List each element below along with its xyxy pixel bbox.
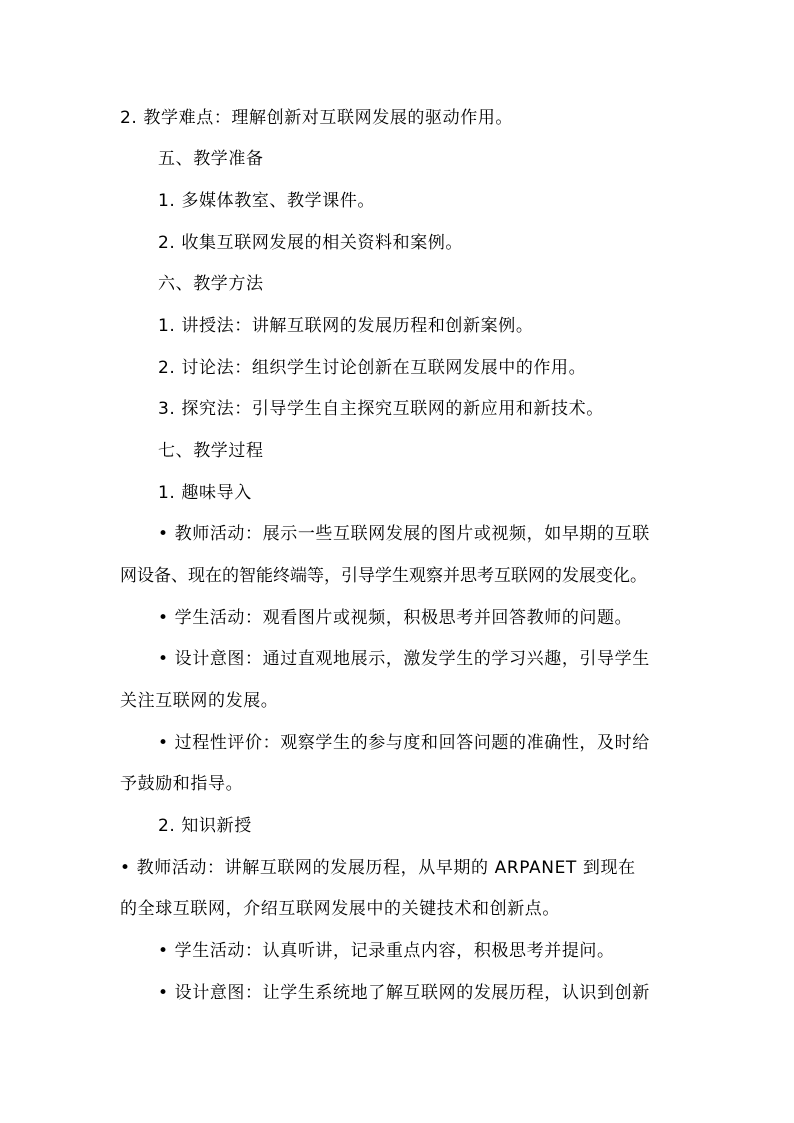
method-item-3: 3. 探究法：引导学生自主探究互联网的新应用和新技术。 — [158, 399, 604, 419]
bullet-student-activity-2: • 学生活动：认真听讲，记录重点内容，积极思考并提问。 — [158, 941, 615, 961]
bullet-design-intent-1: • 设计意图：通过直观地展示，激发学生的学习兴趣，引导学生 — [158, 649, 650, 669]
bullet-process-evaluation-cont: 予鼓励和指导。 — [120, 774, 244, 794]
section-heading-process: 七、教学过程 — [158, 441, 264, 461]
section-heading-preparation: 五、教学准备 — [158, 149, 264, 169]
bullet-design-intent-1-cont: 关注互联网的发展。 — [120, 691, 279, 711]
preparation-item-1: 1. 多媒体教室、教学课件。 — [158, 191, 376, 211]
section-heading-methods: 六、教学方法 — [158, 274, 264, 294]
method-item-1: 1. 讲授法：讲解互联网的发展历程和创新案例。 — [158, 316, 534, 336]
bullet-process-evaluation: • 过程性评价：观察学生的参与度和回答问题的准确性，及时给 — [158, 733, 650, 753]
bullet-teacher-activity-1: • 教师活动：展示一些互联网发展的图片或视频，如早期的互联 — [158, 524, 650, 544]
teaching-difficulty-line: 2. 教学难点：理解创新对互联网发展的驱动作用。 — [120, 108, 514, 128]
bullet-student-activity-1: • 学生活动：观看图片或视频，积极思考并回答教师的问题。 — [158, 608, 633, 628]
bullet-teacher-activity-2-cont: 的全球互联网，介绍互联网发展中的关键技术和创新点。 — [120, 899, 560, 919]
bullet-teacher-activity-2: • 教师活动：讲解互联网的发展历程，从早期的 ARPANET 到现在 — [120, 858, 636, 878]
bullet-design-intent-2: • 设计意图：让学生系统地了解互联网的发展历程，认识到创新 — [158, 983, 650, 1003]
bullet-teacher-activity-1-cont: 网设备、现在的智能终端等，引导学生观察并思考互联网的发展变化。 — [120, 566, 647, 586]
method-item-2: 2. 讨论法：组织学生讨论创新在互联网发展中的作用。 — [158, 358, 587, 378]
process-step-1-heading: 1. 趣味导入 — [158, 483, 252, 503]
process-step-2-heading: 2. 知识新授 — [158, 816, 252, 836]
preparation-item-2: 2. 收集互联网发展的相关资料和案例。 — [158, 233, 464, 253]
